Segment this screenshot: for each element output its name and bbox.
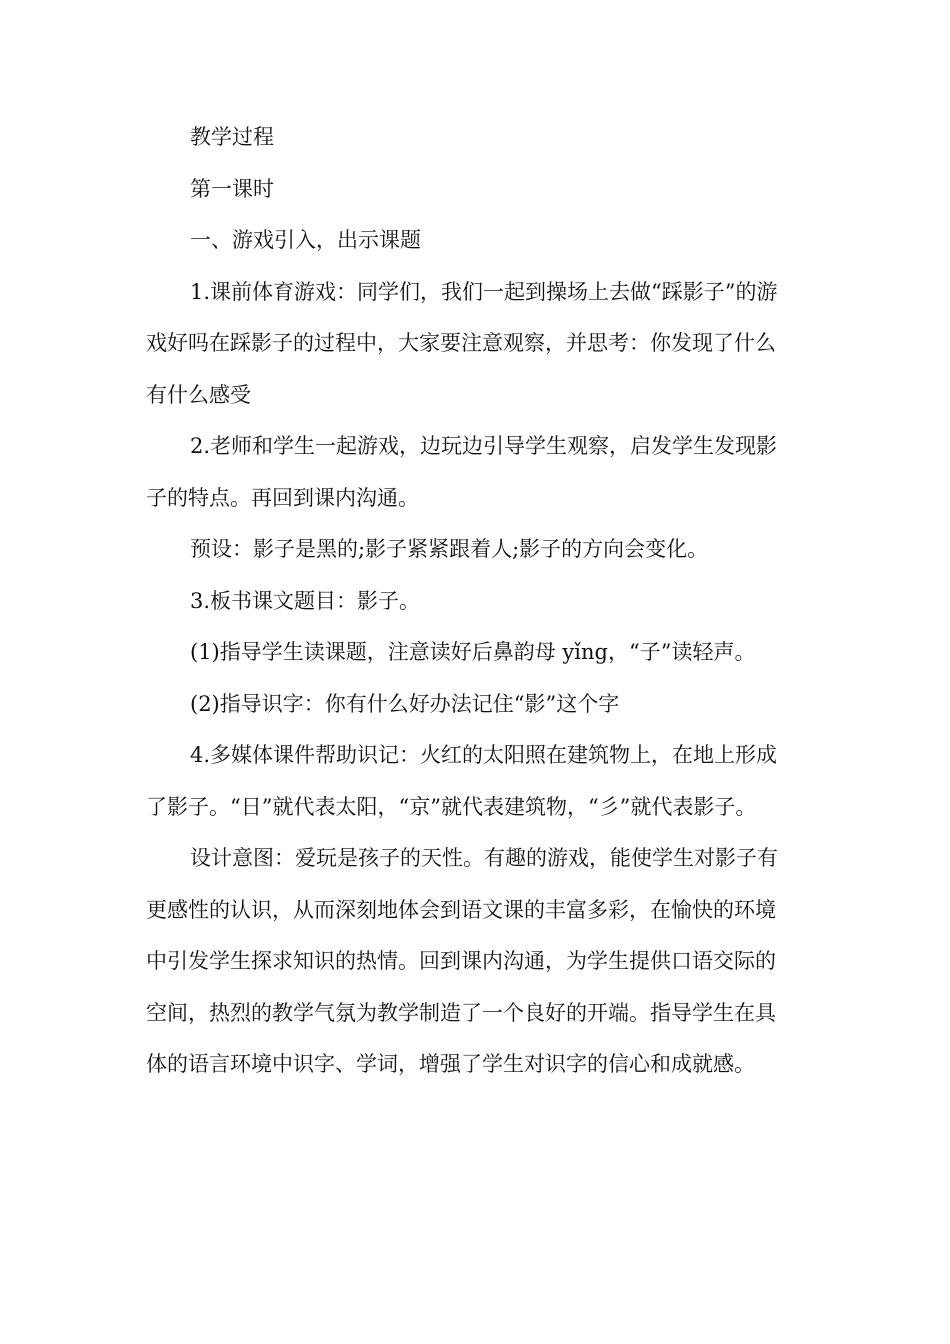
paragraph: (2)指导识字：你有什么好办法记住“影”这个字 <box>190 691 620 716</box>
paragraph: (1)指导学生读课题，注意读好后鼻韵母 yǐng，“子”读轻声。 <box>190 640 756 664</box>
paragraph: 1.课前体育游戏：同学们，我们一起到操场上去做“踩影子”的游戏好吗在踩影子的过程中，大家要注意观察，并思考：你发现了什么有什么感受 <box>146 279 778 407</box>
paragraph: 2.老师和学生一起游戏，边玩边引导学生观察，启发学生发现影子的特点。再回到课内沟通。 <box>146 434 778 510</box>
paragraph: 4.多媒体课件帮助识记：火红的太阳照在建筑物上，在地上形成了影子。“日”就代表太阳，“京”就代表建筑物，“彡”就代表影子。 <box>146 743 778 819</box>
paragraph: 3.板书课文题目：影子。 <box>190 588 421 613</box>
step-heading: 一、游戏引入，出示课题 <box>190 228 421 252</box>
lesson-heading: 第一课时 <box>190 176 274 201</box>
section-heading: 教学过程 <box>190 125 274 149</box>
document-body <box>146 112 796 1091</box>
paragraph: 预设：影子是黑的;影子紧紧跟着人;影子的方向会变化。 <box>190 537 709 561</box>
design-intent-paragraph: 设计意图：爱玩是孩子的天性。有趣的游戏，能使学生对影子有更感性的认识，从而深刻地体会到语文课的丰富多彩，在愉快的环境中引发学生探求知识的热情。回到课内沟通，为学生提供口语交际的空间，热烈的教学气氛为教学制造了一个良好的开端。指导学生在具体的语言环境中识字、学词，增强了学生对识字的信心和成就感。 <box>146 846 778 1076</box>
